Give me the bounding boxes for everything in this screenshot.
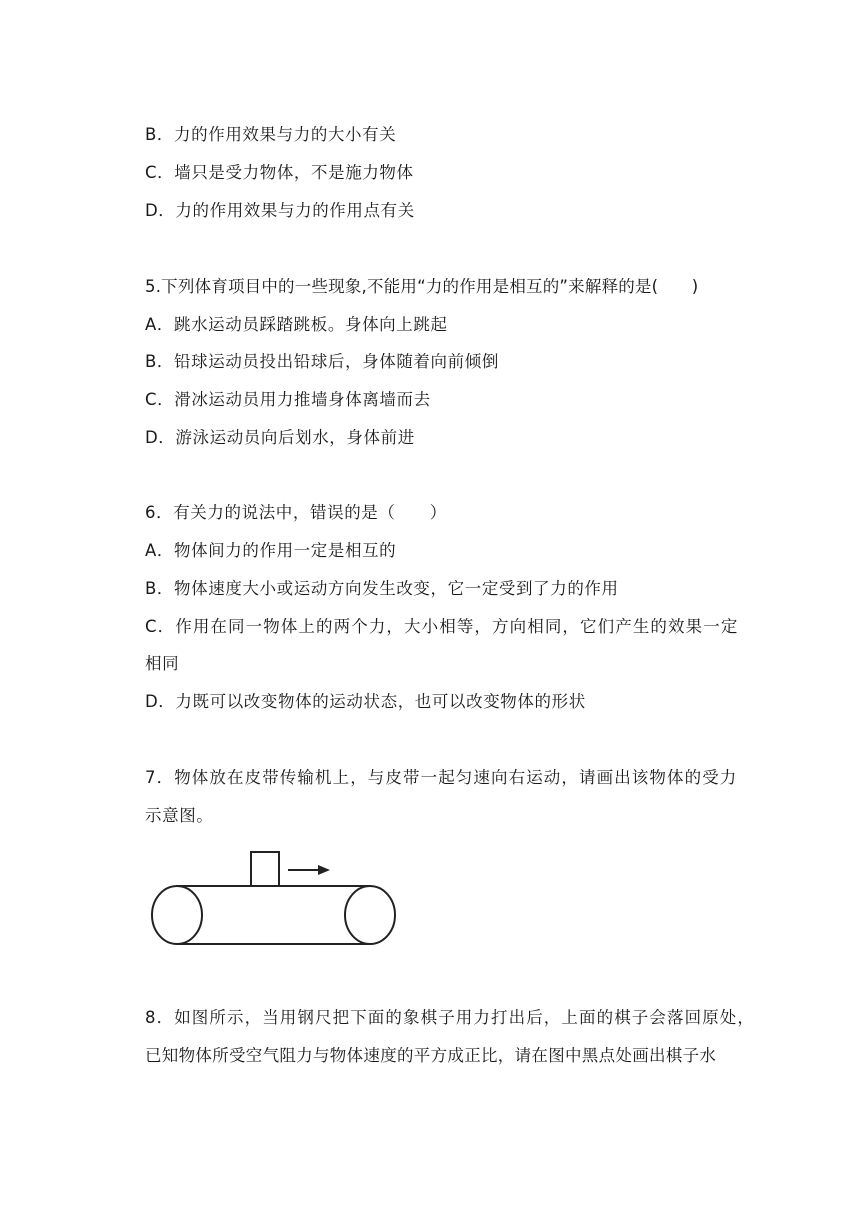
right-roller xyxy=(345,886,395,944)
q6-option-d: D．力既可以改变物体的运动状态，也可以改变物体的形状 xyxy=(145,692,586,711)
q6-option-a: A．物体间力的作用一定是相互的 xyxy=(145,541,397,560)
object-box xyxy=(251,852,279,886)
motion-arrow-head xyxy=(318,865,330,875)
q4-option-b: B．力的作用效果与力的大小有关 xyxy=(145,125,397,144)
q5-option-d: D．游泳运动员向后划水，身体前进 xyxy=(145,428,415,447)
q5-stem: 5.下列体育项目中的一些现象,不能用“力的作用是相互的”来解释的是( ) xyxy=(145,277,699,296)
q5-option-b: B．铅球运动员投出铅球后，身体随着向前倾倒 xyxy=(145,352,499,371)
q6-option-b: B．物体速度大小或运动方向发生改变，它一定受到了力的作用 xyxy=(145,579,619,598)
conveyor-belt-diagram xyxy=(148,848,400,948)
q6-stem: 6．有关力的说法中，错误的是（ ） xyxy=(145,503,447,522)
q7-stem-line1: 7．物体放在皮带传输机上，与皮带一起匀速向右运动，请画出该物体的受力 xyxy=(145,768,738,787)
q8-stem-line2: 已知物体所受空气阻力与物体速度的平方成正比，请在图中黑点处画出棋子水 xyxy=(145,1046,717,1065)
q4-option-d: D．力的作用效果与力的作用点有关 xyxy=(145,201,415,220)
q6-option-c-line1: C．作用在同一物体上的两个力，大小相等，方向相同，它们产生的效果一定 xyxy=(145,617,739,636)
q4-option-c: C．墙只是受力物体，不是施力物体 xyxy=(145,163,414,182)
conveyor-belt-figure xyxy=(148,848,400,952)
q8-stem-line1: 8．如图所示，当用钢尺把下面的象棋子用力打出后，上面的棋子会落回原处， xyxy=(145,1008,755,1027)
q7-stem-line2: 示意图。 xyxy=(145,806,214,825)
q5-option-c: C．滑冰运动员用力推墙身体离墙而去 xyxy=(145,390,431,409)
left-roller xyxy=(152,886,202,944)
q6-option-c-line2: 相同 xyxy=(145,654,180,673)
q5-option-a: A．跳水运动员踩踏跳板。身体向上跳起 xyxy=(145,315,448,334)
